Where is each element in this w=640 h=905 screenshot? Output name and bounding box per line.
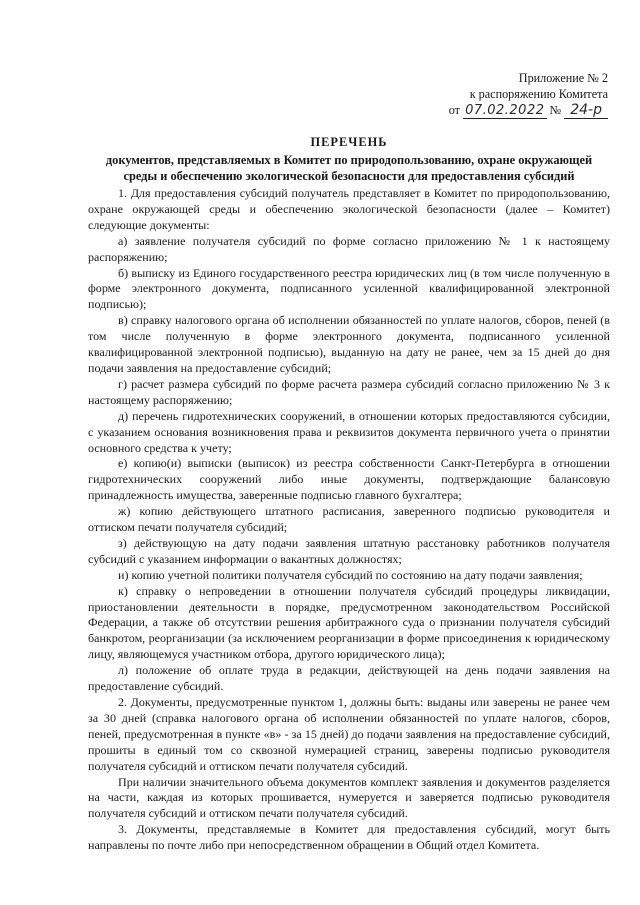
- list-item-b: б) выписку из Единого государственного реестра юридических лиц (в том числе полученную в форме электронного документа, подписанного усиленной квалифицированной электронной подписью);: [88, 265, 610, 312]
- list-item-l: л) положение об оплате труда в редакции, действующей на день подачи заявления на предоставление субсидий.: [88, 663, 610, 694]
- handwritten-number: 24-р: [564, 102, 608, 119]
- paragraph-2-note: При наличии значительного объема документов комплект заявления и документов разделяется на части, каждая из которых прошивается, нумеруется и заверяется подписью руководителя получателя субсидий и оттиском печати получателя субсидий.: [88, 774, 610, 821]
- document-title: [88, 134, 610, 184]
- list-item-g: г) расчет размера субсидий по форме расчета размера субсидий согласно приложению № 3 к настоящему распоряжению;: [88, 376, 610, 407]
- list-item-a: а) заявление получателя субсидий по форме согласно приложению № 1 к настоящему распоряжению;: [88, 233, 610, 264]
- handwritten-date: 07.02.2022: [465, 103, 545, 118]
- paragraph-1: 1. Для предоставления субсидий получатель представляет в Комитет по природопользованию, охране окружающей среды и обеспечению экологической безопасности (далее – Комитет) следующие документы:: [88, 186, 610, 232]
- list-item-v: в) справку налогового органа об исполнении обязанностей по уплате налогов, сборов, пеней (в том числе полученную в форме электронного документа, подписанного усиленной квалифицированной электронной подписью), выданную на дату не ранее, чем за 15 дней до дня подачи заявления на предоставление субсидий;: [88, 313, 610, 375]
- appendix-header: [449, 70, 608, 119]
- from-label: от: [448, 103, 461, 117]
- paragraph-3: 3. Документы, представляемые в Комитет для предоставления субсидий, могут быть направлены по почте либо при непосредственном обращении в Общий отдел Комитета.: [88, 822, 610, 853]
- list-item-d: д) перечень гидротехнических сооружений, в отношении которых предоставляются субсидии, с указанием основания возникновения права и реквизитов документа первичного учета о принятии основного средства к учету;: [88, 408, 610, 455]
- list-item-zh: ж) копию действующего штатного расписания, заверенного подписью руководителя и оттиском печати получателя субсидий;: [88, 504, 610, 535]
- document-body: [88, 186, 610, 854]
- appendix-line2: к распоряжению Комитета: [469, 87, 608, 101]
- appendix-line1: Приложение № 2: [518, 71, 608, 85]
- appendix-number-line: [449, 102, 608, 119]
- number-label: №: [549, 103, 562, 117]
- paragraph-2: 2. Документы, предусмотренные пунктом 1, должны быть: выданы или заверены не ранее чем за 30 дней (справка налогового органа об исполнении обязанностей по уплате налогов, сборов, пеней, предусмотренная в пункте «в» - за 15 дней) до подачи заявления на предоставление субсидий, прошиты в единый том со сквозной нумерацией страниц, заверены подписью руководителя получателя субсидий и оттиском печати получателя субсидий.: [88, 695, 610, 773]
- list-item-k: к) справку о непроведении в отношении получателя субсидий процедуры ликвидации, приостановлении деятельности в порядке, предусмотренном законодательством Российской Федерации, а также об отсутствии решения арбитражного суда о признании получателя субсидий банкротом, реорганизации (за исключением реорганизации в форме присоединения к юридическому лицу, являющемуся участником отбора, другого юридического лица);: [88, 583, 610, 662]
- title-main: ПЕРЕЧЕНЬ: [310, 135, 388, 149]
- list-item-e: е) копию(и) выписки (выписок) из реестра собственности Санкт-Петербурга в отношении гидротехнических сооружений либо иные документы, подтверждающие балансовую принадлежность имущества, заверенные подписью главного бухгалтера;: [88, 456, 610, 503]
- list-item-i: и) копию учетной политики получателя субсидий по состоянию на дату подачи заявления;: [118, 567, 583, 582]
- list-item-z: з) действующую на дату подачи заявления штатную расстановку работников получателя субсидий с указанием информации о вакантных должностях;: [88, 535, 610, 566]
- title-subtitle: документов, представляемых в Комитет по природопользованию, охране окружающей среды и обеспечению экологической безопасности для предоставления субсидий: [105, 153, 593, 183]
